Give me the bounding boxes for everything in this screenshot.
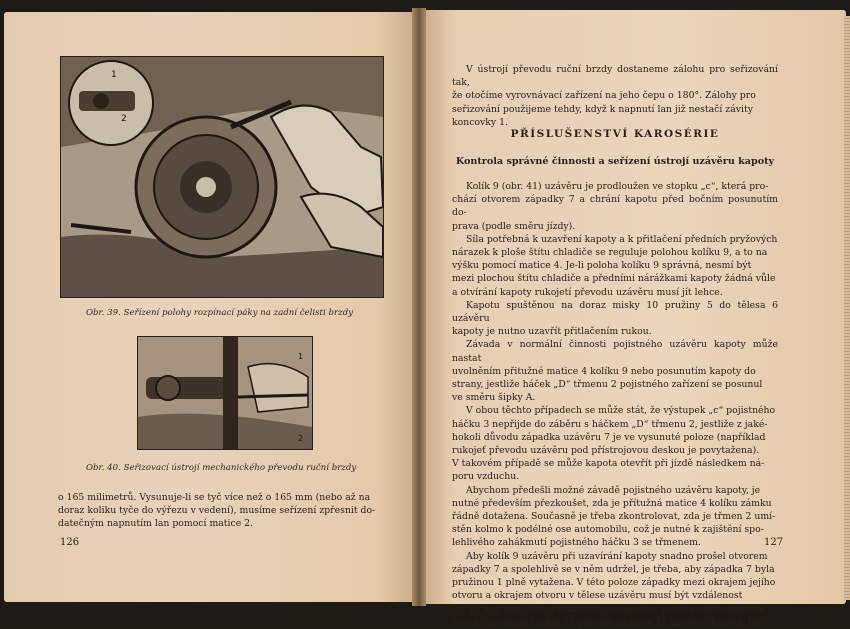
paragraph	[452, 404, 778, 483]
paragraph	[452, 550, 778, 629]
text-line: Závada v normální činnosti pojistného uzávěru kapoty může nastat	[452, 339, 778, 364]
text-line: Kapotu spuštěnou na doraz misky 10 pružiny 5 do tělesa 6 uzávěru	[452, 299, 778, 325]
text-line: Aby kolík 9 uzávěru při uzavírání kapoty snadno prošel otvorem	[466, 550, 768, 562]
paragraph	[452, 299, 778, 339]
text-line: háčku 3 nepřijde do záběru s háčkem „D“ třmenu 2, jestliže z jaké-	[452, 418, 768, 430]
fig40-callout-2: 2	[298, 434, 304, 443]
book-gutter	[412, 8, 426, 606]
text-line: prava (podle směru jízdy).	[452, 220, 576, 232]
paragraph	[452, 338, 778, 404]
handbrake-mechanism-drawing	[138, 337, 312, 449]
fig39-callout-1: 1	[111, 70, 117, 80]
text-line: doraz koliku tyče do výřezu v vedení), musíme seřízení zpřesnit do-	[58, 505, 376, 517]
text-line: Kolík 9 (obr. 41) uzávěru je prodloužen ve stopku „c“, která pro-	[466, 181, 769, 192]
text-line: šroub, upevňující táhlo 11 příruby na páce 12 uzávěru kapoty. Jak-	[452, 616, 766, 628]
paragraph	[452, 233, 778, 299]
text-line: koncovky 1.	[452, 116, 508, 128]
text-line: Abychom předešli možné závadě pojistného uzávěru kapoty, je	[466, 484, 761, 496]
text-line: strany, jestliže háček „D“ třmenu 2 pojistného zařízení se posunul	[452, 379, 763, 391]
text-line: hokoli důvodu západka uzávěru 7 je ve vysunuté poloze (například	[452, 431, 766, 443]
text-line: nutné především přezkoušet, zda je přítužná matice 4 kolíku zámku	[452, 497, 772, 509]
figure-40-illustration	[137, 336, 313, 450]
text-line: výšku pomocí matice 4. Je-li poloha kolíku 9 správná, nesmí být	[452, 260, 752, 272]
fig39-callout-2: 2	[121, 114, 127, 124]
right-page-intro	[452, 63, 778, 129]
figure-40-caption: Obr. 40. Seřizovací ústrojí mechanického převodu ruční brzdy	[86, 463, 357, 473]
right-page-body	[452, 180, 778, 629]
brake-drum-drawing	[61, 57, 383, 297]
text-line: pružinou 1 plně vytažena. V této poloze západky mezi okrajem jejího	[452, 577, 776, 589]
text-line: otvoru a okrajem otvoru v tělese uzávěru musí být vzdálenost	[452, 590, 743, 602]
text-line: uvolněním přitužné matice 4 kolíku 9 nebo posunutím kapoty do	[452, 365, 756, 377]
text-line: kapoty je nutno uzavřít přitlačením rukou.	[452, 326, 652, 338]
text-line: datečným napnutím lan pomocí matice 2.	[58, 518, 254, 530]
text-line: západky 7 a spolehlivě se v něm udržel, je třeba, aby západka 7 byla	[452, 563, 775, 575]
text-line: řádně dotažena. Současně je třeba zkontrolovat, zda je třmen 2 umí-	[452, 511, 776, 523]
text-line: o 165 milimetrů. Vysunuje-li se tyč více než o 165 mm (nebo až na	[58, 492, 371, 503]
fig40-callout-1: 1	[298, 352, 304, 361]
page-number-left: 126	[60, 537, 80, 548]
paragraph	[452, 180, 778, 233]
subsection-title: Kontrola správné činnosti a seřízení ústrojí uzávěru kapoty	[455, 156, 775, 167]
text-line: rukojeť převodu uzávěru pod přístrojovou deskou je povytažena).	[452, 445, 760, 457]
text-line: l = 15 + 1 mm. Tuto vzdálenost dostaneme, jestliže odšroubujeme	[452, 603, 765, 615]
text-line: stěn kolmo k podélné ose automobilu, což je nutné k zajištění spo-	[452, 524, 764, 536]
text-line: že otočíme vyrovnávací zařízení na jeho čepu o 180°. Zálohy pro	[452, 90, 756, 102]
text-line: a otvírání kapoty rukojetí převodu uzávěru musí jít lehce.	[452, 286, 723, 298]
left-page-body	[58, 491, 380, 531]
text-line: nárazek k ploše štítu chladiče se reguluje polohou kolíku 9, a to na	[452, 247, 768, 259]
text-line: poru vzduchu.	[452, 471, 520, 483]
text-line: lehlivého zahákmutí pojistného háčku 3 se třmenem.	[452, 537, 701, 549]
text-line: V obou těchto případech se může stát, že výstupek „c“ pojistného	[466, 405, 776, 417]
text-line: mezi plochou štítu chladiče a předními nárážkami kapoty žádná vůle	[452, 273, 776, 285]
figure-39-illustration	[60, 56, 384, 298]
page-number-right: 127	[764, 537, 784, 548]
paragraph	[452, 484, 778, 550]
section-title: PŘÍSLUŠENSTVÍ KAROSÉRIE	[510, 128, 720, 140]
text-line: V ústrojí převodu ruční brzdy dostaneme zálohu pro seřizování tak,	[452, 64, 778, 89]
text-line: V takovém případě se může kapota otevřít při jízdě následkem ná-	[452, 458, 765, 470]
text-line: seřizování použijeme tehdy, když k napnutí lan již nestačí závity	[452, 103, 753, 115]
figure-39-caption: Obr. 39. Seřízení polohy rozpínací páky na zadní čelisti brzdy	[86, 308, 353, 318]
text-line: ve směru šipky A.	[452, 392, 536, 404]
text-line: Síla potřebná k uzavření kapoty a k přitlačení předních pryžových	[466, 233, 778, 245]
text-line: chází otvorem západky 7 a chrání kapotu před bočním posunutím do-	[452, 194, 778, 219]
